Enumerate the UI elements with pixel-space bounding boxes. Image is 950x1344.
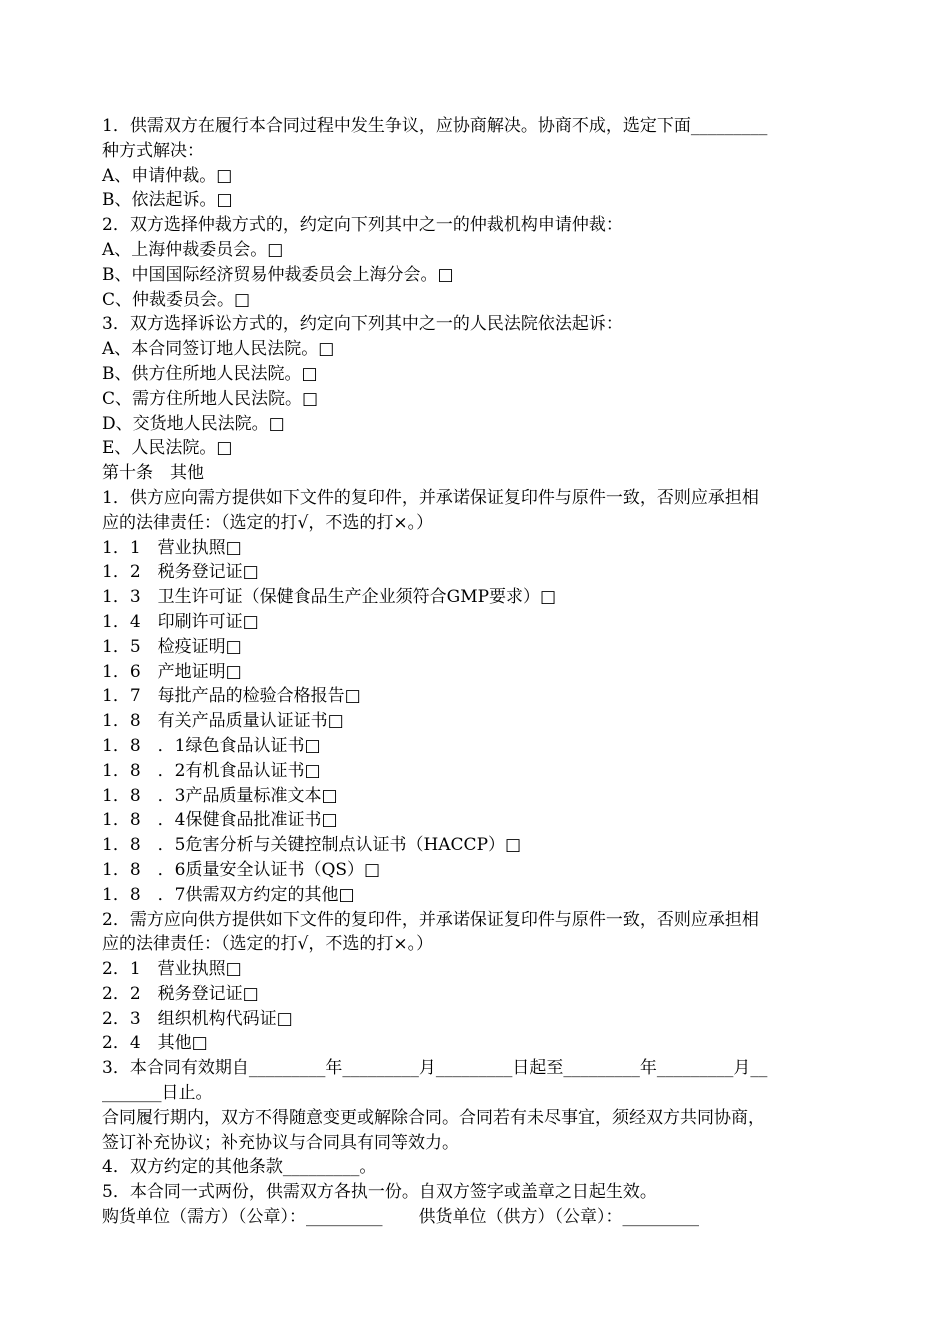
text-line: 1．8 ．2有机食品认证书□ <box>102 760 321 781</box>
text-line: B、依法起诉。□ <box>102 190 233 211</box>
text-line: 1．7 每批产品的检验合格报告□ <box>102 686 361 707</box>
text-line: C、仲裁委员会。□ <box>102 289 251 310</box>
text-line: 1．2 税务登记证□ <box>102 562 259 583</box>
text-line: 2．4 其他□ <box>102 1033 208 1054</box>
text-line: 1．8 ．4保健食品批准证书□ <box>102 810 338 831</box>
text-line: C、需方住所地人民法院。□ <box>102 388 319 409</box>
text-line: 1．8 ．1绿色食品认证书□ <box>102 735 321 756</box>
contract-text <box>102 114 850 1205</box>
text-line: 1．4 印刷许可证□ <box>102 611 259 632</box>
text-line: 签订补充协议；补充协议与合同具有同等效力。 <box>102 1132 459 1153</box>
text-line: D、交货地人民法院。□ <box>102 413 285 434</box>
seller-signature: 供货单位（供方）（公章）：_________ <box>418 1207 699 1228</box>
document-page <box>102 114 850 1230</box>
text-line: 1．8 有关产品质量认证证书□ <box>102 711 344 732</box>
text-line: 第十条 其他 <box>102 463 204 484</box>
text-line: 合同履行期内，双方不得随意变更或解除合同。合同若有未尽事宜，须经双方共同协商， <box>102 1107 765 1128</box>
text-line: B、供方住所地人民法院。□ <box>102 363 318 384</box>
text-line: B、中国国际经济贸易仲裁委员会上海分会。□ <box>102 264 454 285</box>
buyer-signature: 购货单位（需方）（公章）：_________ <box>102 1207 383 1228</box>
text-line: 1．8 ．7供需双方约定的其他□ <box>102 884 355 905</box>
text-line: 2．2 税务登记证□ <box>102 983 259 1004</box>
text-line: 2．3 组织机构代码证□ <box>102 1008 293 1029</box>
text-line: A、申请仲裁。□ <box>102 165 233 186</box>
text-line: 应的法律责任：（选定的打√，不选的打×。） <box>102 512 434 533</box>
signature-line <box>102 1205 850 1230</box>
text-line: _______日止。 <box>102 1083 213 1104</box>
text-line: 2．1 营业执照□ <box>102 959 242 980</box>
text-line: 种方式解决： <box>102 140 204 161</box>
text-line: 1．5 检疫证明□ <box>102 636 242 657</box>
text-line: 1．供需双方在履行本合同过程中发生争议，应协商解决。协商不成，选定下面_________ <box>102 116 768 136</box>
text-line: 5．本合同一式两份，供需双方各执一份。自双方签字或盖章之日起生效。 <box>102 1182 657 1203</box>
text-line: 2．需方应向供方提供如下文件的复印件，并承诺保证复印件与原件一致，否则应承担相 <box>102 909 759 930</box>
text-line: 3．本合同有效期自_________年_________月_________日起至_________年_________月__ <box>102 1058 768 1079</box>
text-line: A、本合同签订地人民法院。□ <box>102 339 335 360</box>
text-line: E、人民法院。□ <box>102 438 233 459</box>
text-line: 1．8 ．5危害分析与关键控制点认证书（HACCP）□ <box>102 835 522 856</box>
text-line: 1．8 ．6质量安全认证书（QS）□ <box>102 859 381 880</box>
text-line: 4．双方约定的其他条款_________。 <box>102 1157 377 1178</box>
text-line: 应的法律责任：（选定的打√，不选的打×。） <box>102 934 434 955</box>
text-line: 1．1 营业执照□ <box>102 537 242 558</box>
text-line: 1．8 ．3产品质量标准文本□ <box>102 785 338 806</box>
text-line: 3．双方选择诉讼方式的，约定向下列其中之一的人民法院依法起诉： <box>102 314 623 335</box>
text-line: 1．3 卫生许可证（保健食品生产企业须符合GMP要求）□ <box>102 587 557 608</box>
text-line: 1．6 产地证明□ <box>102 661 242 682</box>
text-line: 2．双方选择仲裁方式的，约定向下列其中之一的仲裁机构申请仲裁： <box>102 215 623 236</box>
text-line: 1．供方应向需方提供如下文件的复印件，并承诺保证复印件与原件一致，否则应承担相 <box>102 487 759 508</box>
text-line: A、上海仲裁委员会。□ <box>102 239 284 260</box>
